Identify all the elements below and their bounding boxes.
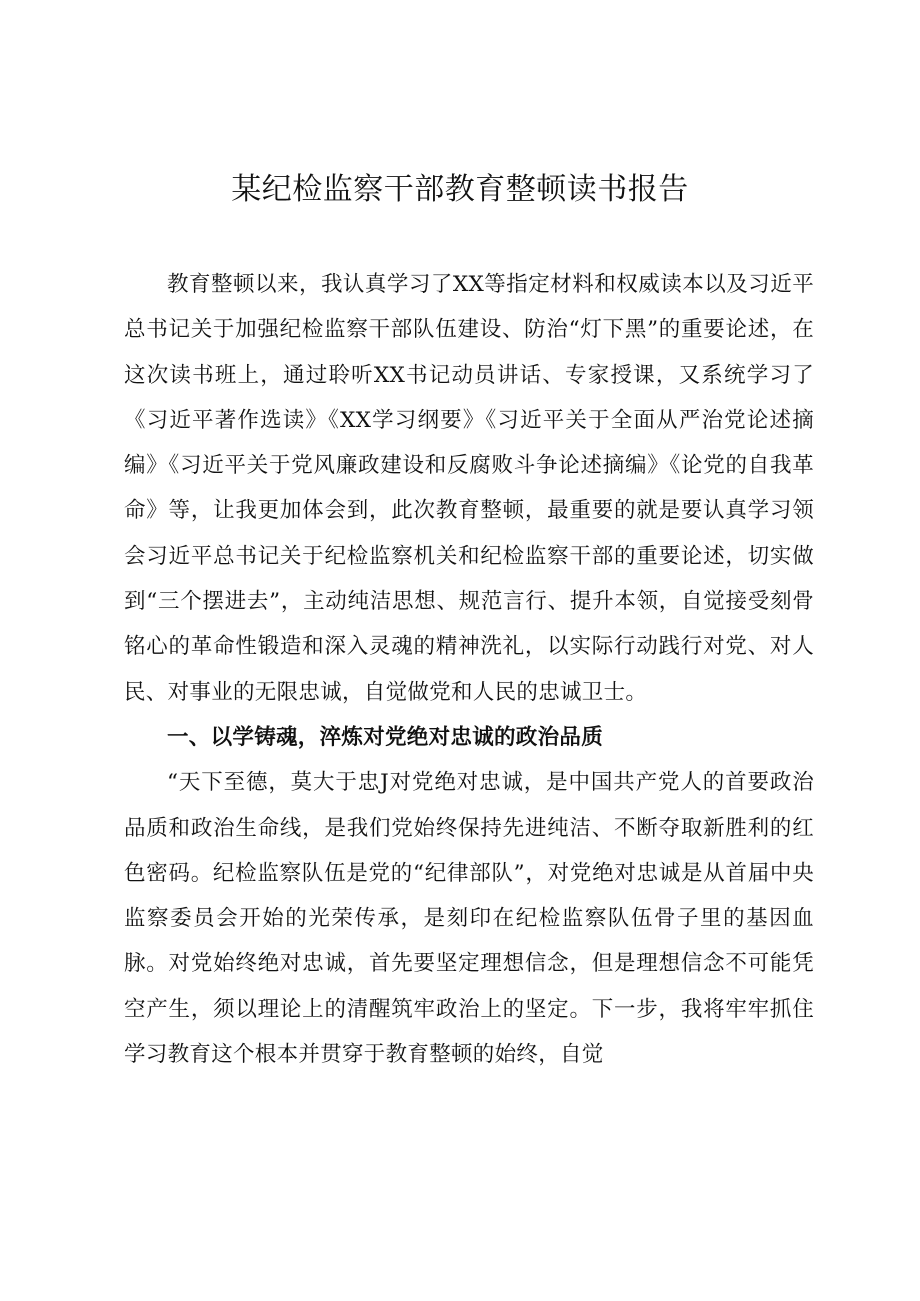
section-paragraph: “天下至德，莫大于忠J对党绝对忠诚，是中国共产党人的首要政治品质和政治生命线，是我们党始终保持先进纯洁、不断夺取新胜利的红色密码。纪检监察队伍是党的“纪律部队”，对党绝对忠诚是从首届中央监察委员会开始的光荣传承，是刻印在纪检监察队伍骨子里的基因血脉。对党始终绝对忠诚，首先要坚定理想信念，但是理想信念不可能凭空产生，须以理论上的清醒筑牢政治上的坚定。下一步，我将牢牢抓住学习教育这个根本并贯穿于教育整顿的始终，自觉 (124, 770, 814, 1068)
document-body (124, 262, 814, 1077)
section-heading: 一、以学铸魂，淬炼对党绝对忠诚的政治品质 (167, 724, 604, 750)
intro-paragraph: 教育整顿以来，我认真学习了XX等指定材料和权威读本以及习近平总书记关于加强纪检监察干部队伍建设、防治“灯下黑”的重要论述，在这次读书班上，通过聆听XX书记动员讲话、专家授课，又系统学习了《习近平著作选读》《XX学习纲要》《习近平关于全面从严治党论述摘编》《习近平关于党风廉政建设和反腐败斗争论述摘编》《论党的自我革命》等，让我更加体会到，此次教育整顿，最重要的就是要认真学习领会习近平总书记关于纪检监察机关和纪检监察干部的重要论述，切实做到“三个摆进去”，主动纯洁思想、规范言行、提升本领，自觉接受刻骨铭心的革命性锻造和深入灵魂的精神洗礼，以实际行动践行对党、对人民、对事业的无限忠诚，自觉做党和人民的忠诚卫士。 (124, 272, 814, 705)
document-title: 某纪检监察干部教育整顿读书报告 (231, 172, 689, 207)
